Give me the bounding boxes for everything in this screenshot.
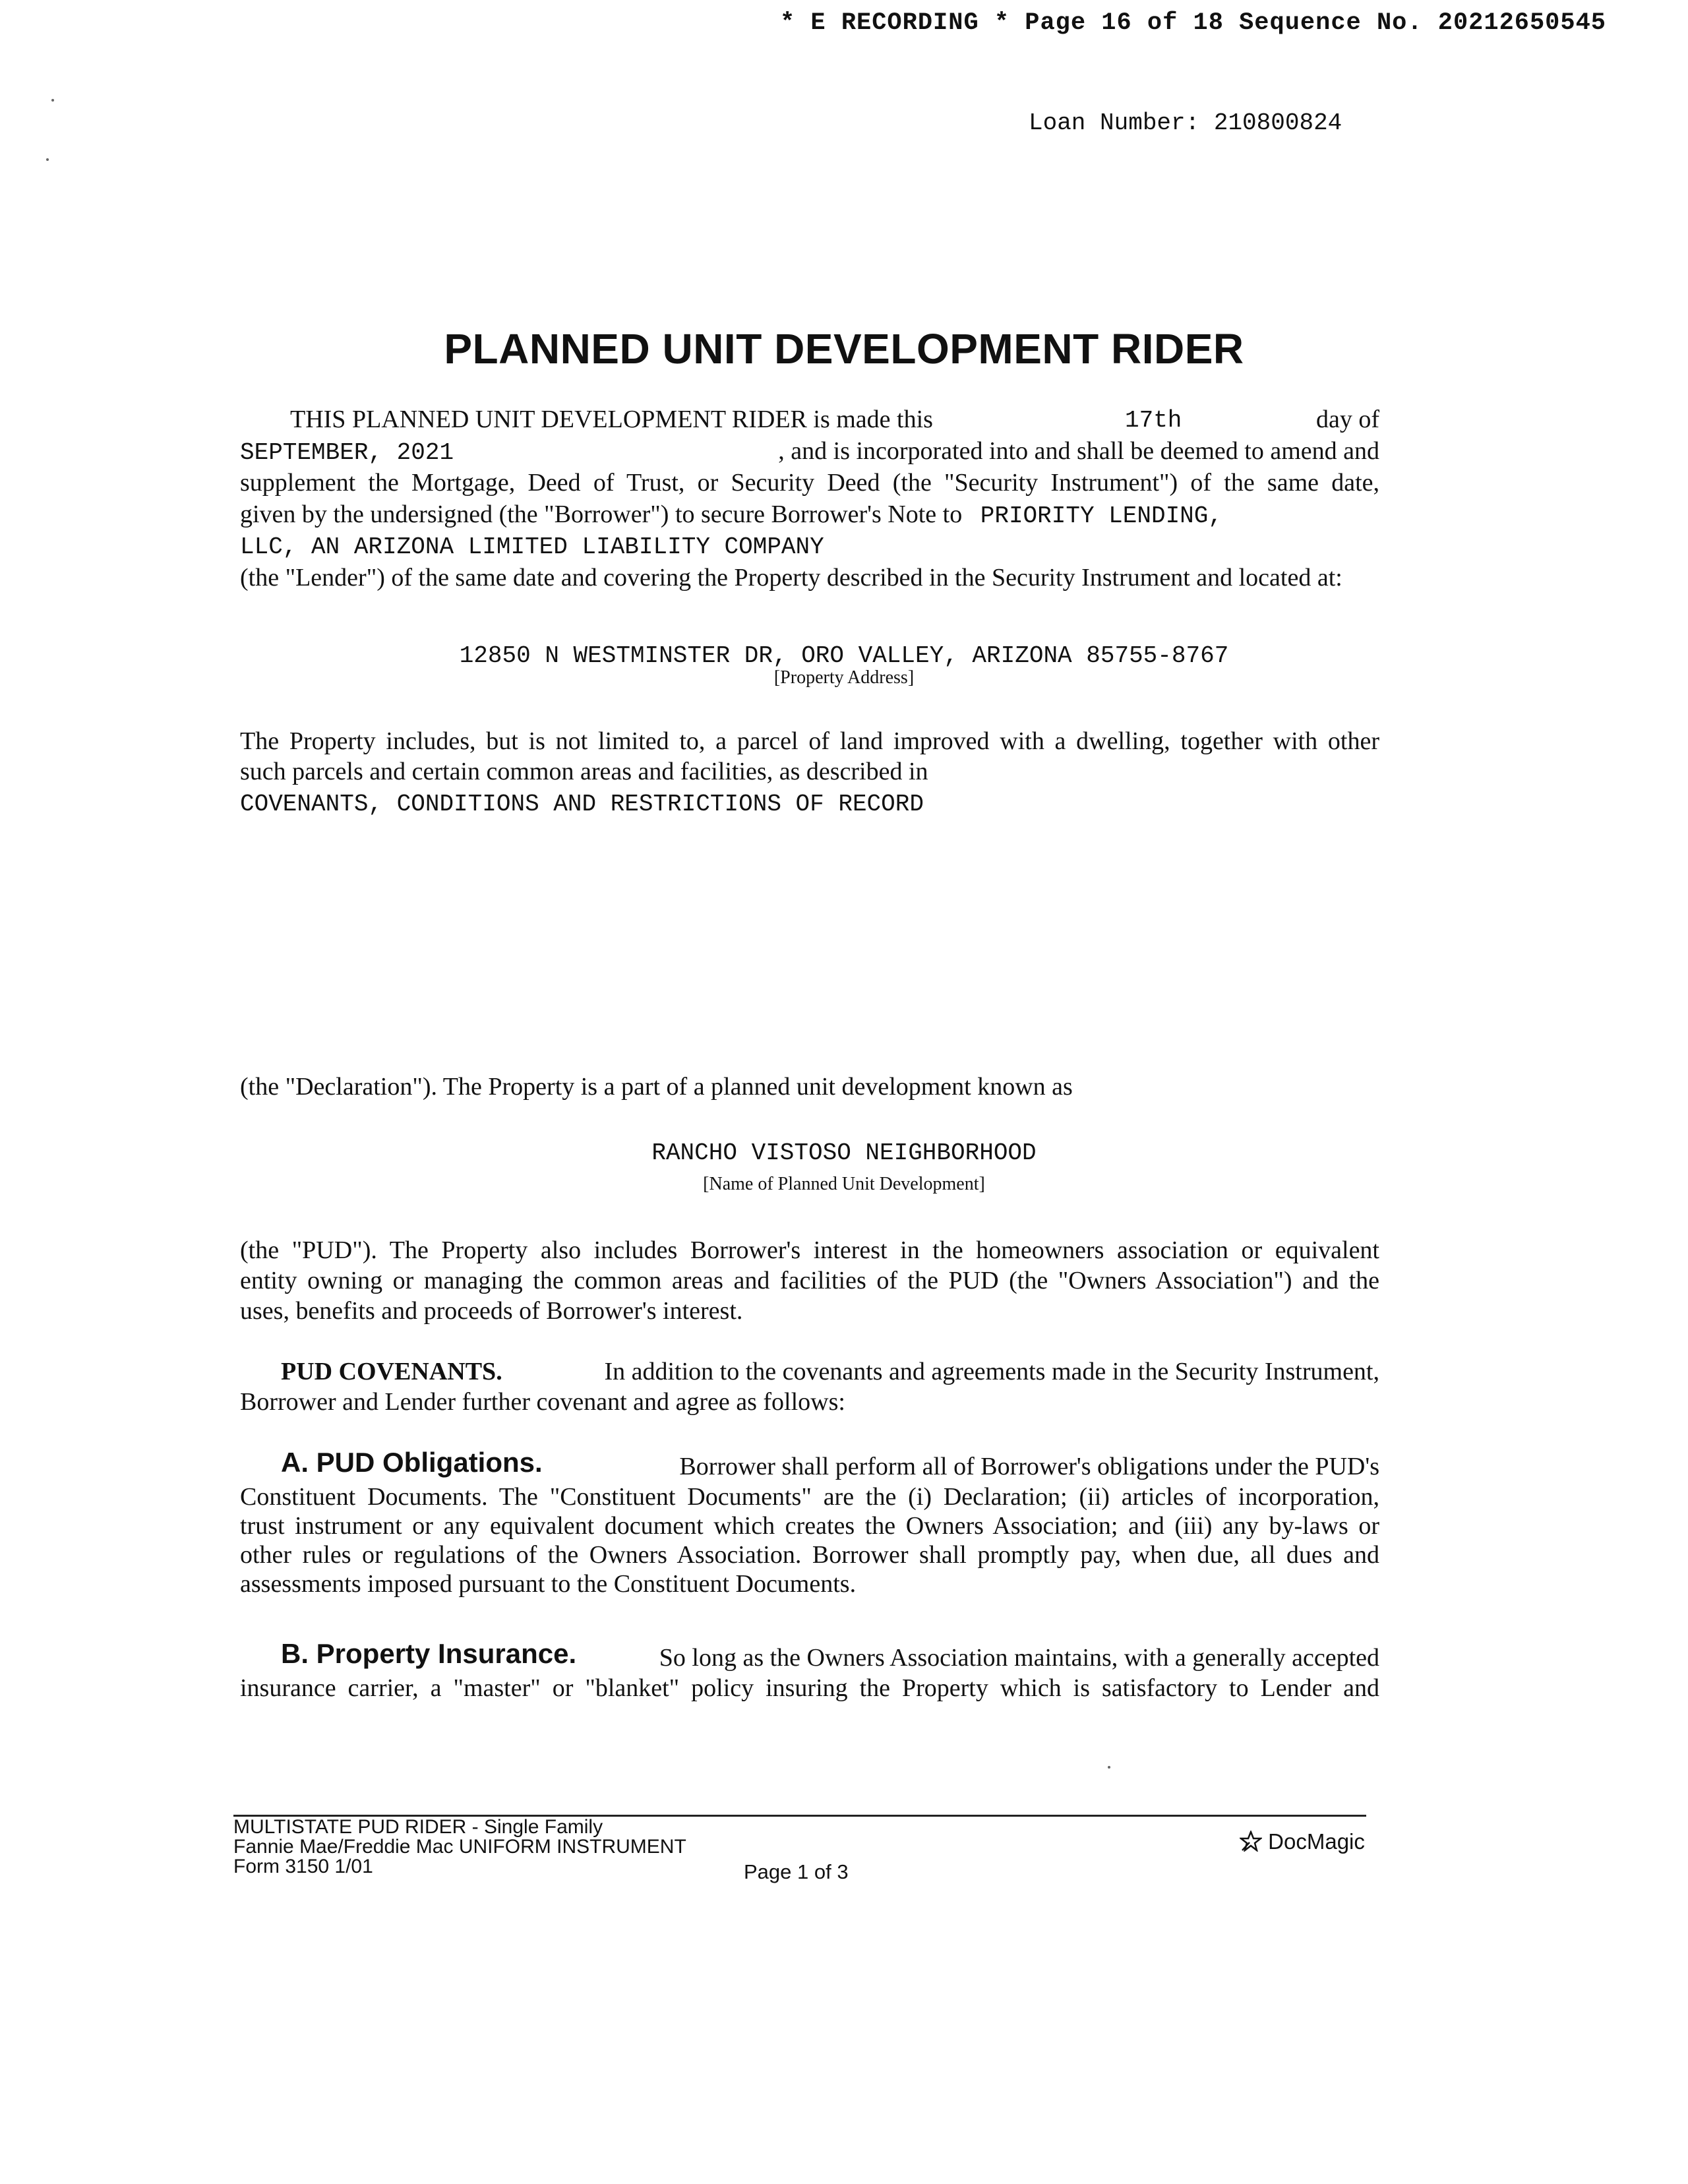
lender-name-2: LLC, AN ARIZONA LIMITED LIABILITY COMPANY: [240, 533, 824, 561]
covenants-line-2: Borrower and Lender further covenant and agree as follows:: [240, 1388, 845, 1416]
recording-header: * E RECORDING * Page 16 of 18 Sequence No. 20212650545: [780, 9, 1606, 37]
declaration-document: COVENANTS, CONDITIONS AND RESTRICTIONS OF RECORD: [240, 791, 924, 818]
property-includes-paragraph: [240, 725, 1379, 824]
day-value: 17th: [1125, 407, 1182, 434]
intro-line-3: supplement the Mortgage, Deed of Trust, or Security Deed (the "Security Instrument") of the same date,: [240, 469, 1379, 497]
property-address-caption: [Property Address]: [773, 667, 915, 688]
covenants-heading: PUD COVENANTS.: [281, 1358, 502, 1385]
section-a: [240, 1447, 1379, 1618]
covenants-paragraph: [240, 1356, 1379, 1422]
pud-line-1: (the "PUD"). The Property also includes Borrower's interest in the homeowners association or equivalent: [240, 1236, 1379, 1264]
intro-paragraph: [240, 404, 1379, 601]
month-year-value: SEPTEMBER, 2021: [240, 439, 454, 466]
property-includes-line-1: The Property includes, but is not limited to, a parcel of land improved with a dwelling, together with other: [240, 727, 1379, 755]
footer-brand: [1240, 1831, 1365, 1852]
scan-speck: [46, 158, 49, 161]
section-b-line-1: B. Property Insurance. So long as the Owners Association maintains, with a generally accepted: [281, 1638, 1379, 1672]
scan-speck: [1108, 1766, 1110, 1769]
property-address: 12850 N WESTMINSTER DR, ORO VALLEY, ARIZONA 85755-8767: [459, 642, 1229, 669]
scan-speck: [51, 99, 54, 102]
pud-name: RANCHO VISTOSO NEIGHBORHOOD: [651, 1139, 1037, 1167]
covenants-line-1: PUD COVENANTS. In addition to the covenants and agreements made in the Security Instrument,: [281, 1358, 1379, 1385]
pud-paragraph: [240, 1234, 1379, 1333]
intro-line-6: (the "Lender") of the same date and covering the Property described in the Security Instrument and located at:: [240, 564, 1342, 592]
section-a-line-3: trust instrument or any equivalent document which creates the Owners Association; and (iii) any by-laws or: [240, 1512, 1379, 1540]
intro-line-1: THIS PLANNED UNIT DEVELOPMENT RIDER is made this 17th day of: [290, 404, 1379, 435]
section-b-line-2: insurance carrier, a "master" or "blanket" policy insuring the Property which is satisfactory to Lender and: [240, 1674, 1379, 1702]
footer-form-line-1: MULTISTATE PUD RIDER - Single Family: [233, 1816, 603, 1838]
pud-name-caption: [Name of Planned Unit Development]: [703, 1174, 985, 1194]
property-includes-line-2: such parcels and certain common areas and facilities, as described in: [240, 758, 928, 785]
footer-form-line-2: Fannie Mae/Freddie Mac UNIFORM INSTRUMENT: [233, 1836, 686, 1858]
lender-name-1: PRIORITY LENDING,: [980, 502, 1222, 530]
intro-line-4: given by the undersigned (the "Borrower") to secure Borrower's Note to PRIORITY LENDING,: [240, 501, 1222, 530]
section-a-line-4: other rules or regulations of the Owners Association. Borrower shall promptly pay, when due, all dues and: [240, 1541, 1379, 1569]
section-a-heading: A. PUD Obligations.: [281, 1447, 543, 1478]
section-b: [240, 1638, 1379, 1711]
section-a-line-2: Constituent Documents. The "Constituent Documents" are the (i) Declaration; (ii) articles of incorporation,: [240, 1483, 1379, 1511]
section-a-line-1: A. PUD Obligations. Borrower shall perform all of Borrower's obligations under the PUD's: [281, 1447, 1379, 1480]
loan-number: Loan Number: 210800824: [1029, 109, 1342, 136]
star-icon: [1240, 1831, 1262, 1852]
pud-line-3: uses, benefits and proceeds of Borrower's interest.: [240, 1297, 743, 1325]
docmagic-logo-text: DocMagic: [1268, 1829, 1365, 1854]
footer-form-line-3: Form 3150 1/01: [233, 1856, 373, 1877]
pud-line-2: entity owning or managing the common areas and facilities of the PUD (the "Owners Association") and the: [240, 1267, 1379, 1294]
section-a-line-5: assessments imposed pursuant to the Constituent Documents.: [240, 1570, 857, 1598]
declaration-paragraph: [240, 1071, 1379, 1104]
footer-page-number: Page 1 of 3: [744, 1860, 849, 1883]
section-b-heading: B. Property Insurance.: [281, 1638, 577, 1669]
document-title: PLANNED UNIT DEVELOPMENT RIDER: [444, 325, 1244, 373]
intro-line-2: SEPTEMBER, 2021 , and is incorporated into and shall be deemed to amend and: [240, 437, 1379, 466]
declaration-line: (the "Declaration"). The Property is a part of a planned unit development known as: [240, 1073, 1073, 1101]
